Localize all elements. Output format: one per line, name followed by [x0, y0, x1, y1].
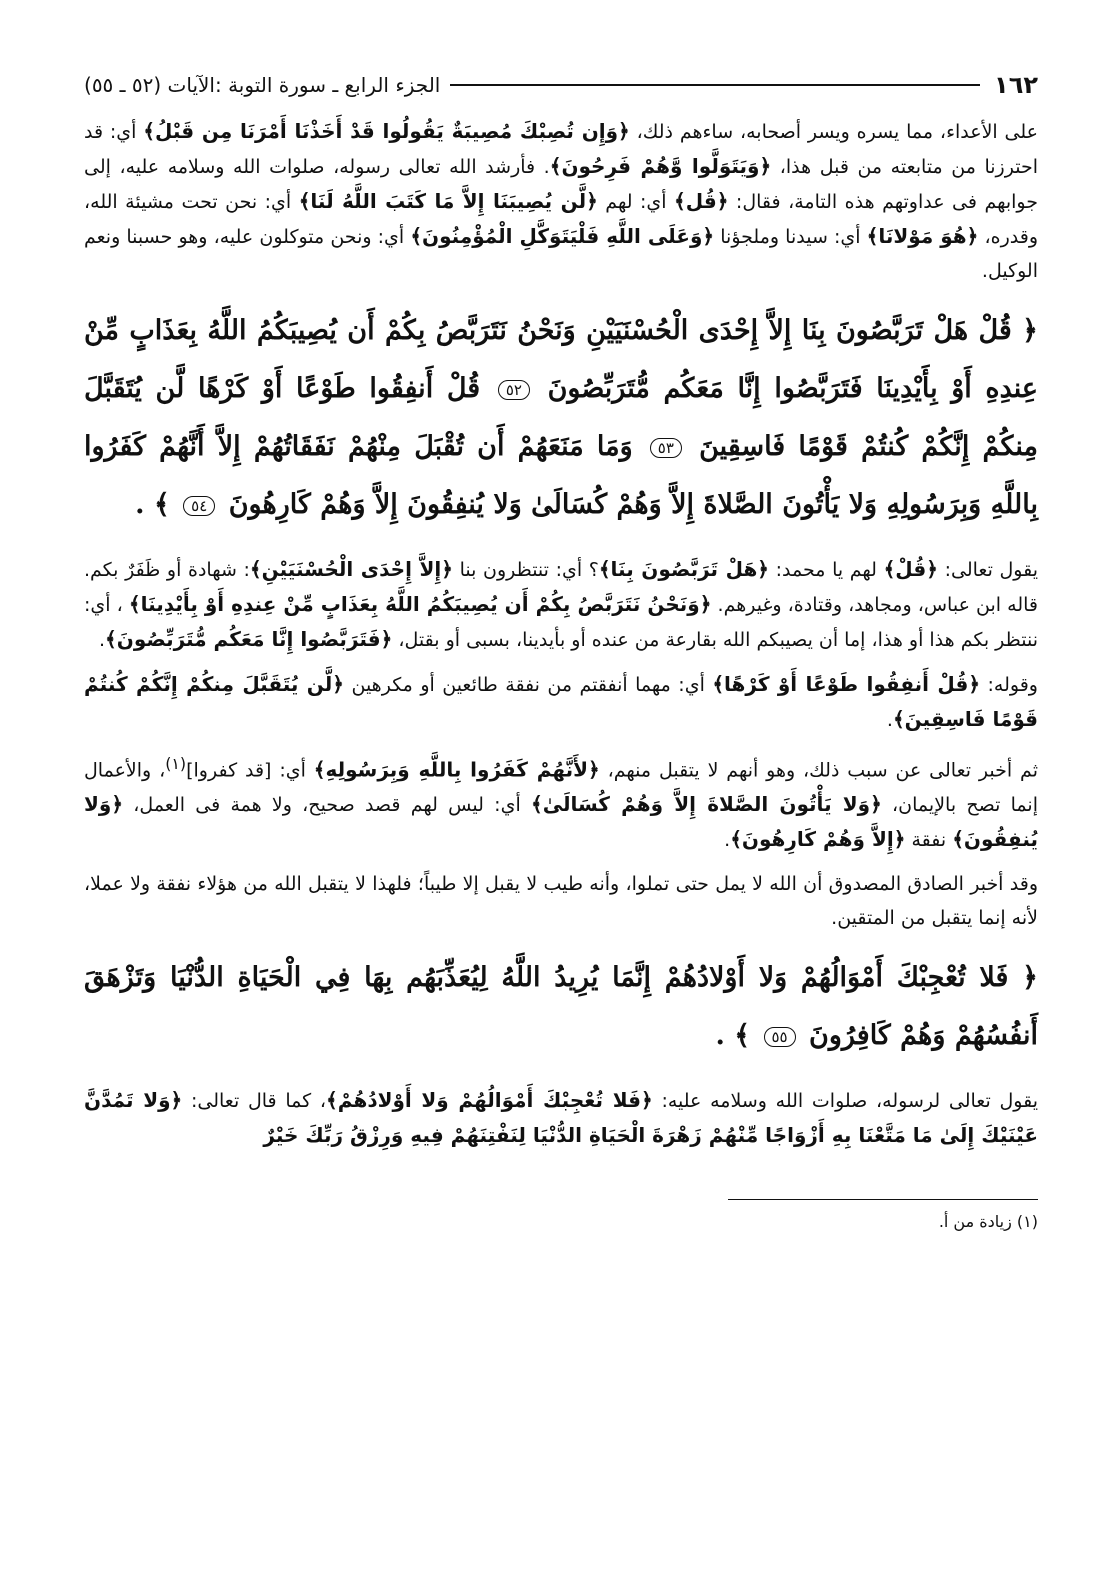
commentary-paragraph — [84, 114, 1038, 288]
text-run: وَمَا مَنَعَهُمْ أَن تُقْبَلَ مِنْهُمْ نَفَقَاتُهُمْ إِلاَّ أَنَّهُمْ كَفَرُوا بِاللَّهِ وَبِرَسُولِهِ وَلا يَأْتُونَ الصَّلاةَ إِلاَّ وَهُمْ كُسَالَىٰ وَلا يُنفِقُونَ إِلاَّ وَهُمْ كَارِهُونَ — [84, 431, 1038, 520]
commentary-paragraph — [84, 552, 1038, 657]
text-run: ثم أخبر تعالى عن سبب ذلك، وهو أنهم لا يتقبل منهم، — [599, 759, 1038, 782]
quoted-verse: ﴿قُلْ﴾ — [883, 557, 938, 581]
quoted-verse: ﴿فَلا تُعْجِبْكَ أَمْوَالُهُمْ وَلا أَوْلادُهُمْ﴾ — [326, 1088, 653, 1113]
text-run: ، كما قال تعالى: — [182, 1090, 327, 1113]
text-run: ﴿ قُلْ هَلْ تَرَبَّصُونَ بِنَا إِلاَّ إِحْدَى الْحُسْنَيَيْنِ وَنَحْنُ نَتَرَبَّصُ بِكُمْ أَن يُصِيبَكُمُ اللَّهُ بِعَذَابٍ مِّنْ عِندِهِ أَوْ بِأَيْدِينَا فَتَرَبَّصُوا إِنَّا مَعَكُم مُّتَرَبِّصُونَ — [84, 315, 1038, 404]
text-run: أي: قد احترزنا من متابعته من قبل هذا، — [84, 121, 1038, 178]
text-run: أي: مهما أنفقتم من نفقة طائعين أو مكرهين — [344, 674, 713, 696]
verse-number: ٥٥ — [764, 1027, 796, 1047]
quoted-verse: ﴿قُل﴾ — [674, 189, 729, 213]
text-run: لهم يا محمد: — [769, 559, 884, 581]
commentary-paragraph — [84, 667, 1038, 737]
text-run: : شهادة أو ظَفَرٌ بكم. قاله ابن عباس، ومجاهد، وقتادة، وغيرهم. — [84, 559, 1038, 616]
text-run: أي: نحن تحت مشيئة الله، وقدره، — [84, 191, 1039, 248]
verse-number: ٥٤ — [183, 496, 215, 516]
text-run: يقول تعالى لرسوله، صلوات الله وسلامه عليه: — [652, 1090, 1038, 1113]
text-run: نفقة — [905, 829, 953, 852]
page-body — [84, 114, 1038, 1153]
text-run: على الأعداء، مما يسره ويسر أصحابه، ساءهم ذلك، — [629, 121, 1039, 143]
quoted-verse: ﴿قُلْ أَنفِقُوا طَوْعًا أَوْ كَرْهًا﴾ — [712, 672, 981, 696]
text-run: وقد أخبر الصادق المصدوق أن الله لا يمل حتى تملوا، وأنه طيب لا يقبل إلا طيباً؛ فلهذا لا يتقبل الله من هؤلاء نفقة ولا عملا، لأنه إنما يتقبل من المتقين. — [84, 873, 1038, 930]
footnote-rule — [728, 1199, 1038, 1200]
quoted-verse: ﴿وَلا يَأْتُونَ الصَّلاةَ إِلاَّ وَهُمْ كُسَالَىٰ﴾ — [530, 792, 882, 817]
text-run: قُلْ أَنفِقُوا طَوْعًا أَوْ كَرْهًا لَّن يُتَقَبَّلَ مِنكُمْ إِنَّكُمْ كُنتُمْ قَوْمًا فَاسِقِينَ — [84, 373, 1038, 462]
quoted-verse: ﴿فَتَرَبَّصُوا إِنَّا مَعَكُم مُّتَرَبِّصُونَ﴾ — [105, 627, 393, 651]
verse-number: ٥٢ — [498, 380, 530, 400]
text-run: . — [99, 629, 106, 651]
text-run: ، والأعمال إنما تصح بالإيمان، — [84, 759, 1038, 817]
commentary-paragraph — [84, 747, 1038, 857]
quoted-verse: ﴿لَّن يُصِيبَنَا إِلاَّ مَا كَتَبَ اللَّهُ لَنَا﴾ — [298, 189, 598, 213]
footnote-marker: (١) — [165, 754, 187, 773]
footnote: (١) زيادة من أ. — [938, 1212, 1038, 1232]
text-run: ﴿ فَلا تُعْجِبْكَ أَمْوَالُهُمْ وَلا أَوْلادُهُمْ إِنَّمَا يُرِيدُ اللَّهُ لِيُعَذِّبَهُم بِهَا فِي الْحَيَاةِ الدُّنْيَا وَتَزْهَقَ أَنفُسُهُمْ وَهُمْ كَافِرُونَ — [84, 962, 1038, 1052]
text-run: . فأرشد الله تعالى رسوله، صلوات الله وسلامه عليه، إلى جوابهم فى عداوتهم هذه التامة، فقال: — [84, 156, 1038, 213]
text-run: ﴾ . — [135, 489, 180, 520]
quoted-verse: ﴿وَنَحْنُ نَتَرَبَّصُ بِكُمْ أَن يُصِيبَكُمُ اللَّهُ بِعَذَابٍ مِّنْ عِندِهِ أَوْ بِأَيْدِينَا﴾ — [128, 592, 712, 616]
text-run: أي: لهم — [597, 191, 675, 213]
text-run: وقوله: — [980, 674, 1038, 696]
running-title: الجزء الرابع ـ سورة التوبة :الآيات (٥٢ ـ ٥٥) — [84, 73, 441, 97]
text-run: أي: ليس لهم قصد صحيح، ولا همة فى العمل، — [123, 794, 531, 817]
text-run: ﴾ . — [715, 1020, 760, 1052]
commentary-paragraph — [84, 867, 1038, 935]
quran-verse-block — [84, 949, 1038, 1065]
header-rule — [450, 84, 980, 86]
quran-verse-block — [84, 302, 1038, 534]
verse-number: ٥٣ — [650, 438, 682, 458]
text-run: أي: [قد كفروا] — [186, 759, 314, 782]
text-run: . — [886, 709, 893, 731]
text-run: أي: سيدنا وملجؤنا — [714, 226, 867, 248]
text-run: ، أي: ننتظر بكم هذا أو هذا، إما أن يصيبكم الله بقارعة من عنده أو بأيدينا، بسبى أو بقتل، — [84, 594, 1038, 651]
quoted-verse: ﴿وَيَتَوَلَّوا وَّهُمْ فَرِحُونَ﴾ — [549, 154, 772, 178]
quoted-verse: ﴿إِلاَّ إِحْدَى الْحُسْنَيَيْنِ﴾ — [249, 557, 453, 581]
quoted-verse: ﴿وَعَلَى اللَّهِ فَلْيَتَوَكَّلِ الْمُؤْمِنُونَ﴾ — [410, 224, 715, 248]
quoted-verse: ﴿وَإِن تُصِبْكَ مُصِيبَةٌ يَقُولُوا قَدْ أَخَذْنَا أَمْرَنَا مِن قَبْلُ﴾ — [143, 119, 630, 143]
quoted-verse: ﴿وَلا يُنفِقُونَ﴾ — [84, 792, 1038, 852]
commentary-paragraph — [84, 1083, 1038, 1153]
quoted-verse: ﴿لَّن يُتَقَبَّلَ مِنكُمْ إِنَّكُمْ كُنتُمْ قَوْمًا فَاسِقِينَ﴾ — [84, 672, 1038, 731]
quoted-verse: ﴿هَلْ تَرَبَّصُونَ بِنَا﴾ — [598, 557, 770, 581]
text-run: ؟ أي: تنتظرون بنا — [452, 559, 599, 581]
quoted-verse: ﴿هُوَ مَوْلانَا﴾ — [866, 224, 979, 248]
quoted-verse: ﴿إِلاَّ وَهُمْ كَارِهُونَ﴾ — [730, 827, 906, 852]
page-header — [84, 62, 1038, 108]
quoted-verse: ﴿لأَنَّهُمْ كَفَرُوا بِاللَّهِ وَبِرَسُولِهِ﴾ — [313, 757, 600, 782]
text-run: . — [724, 829, 731, 852]
text-run: أي: ونحن متوكلون عليه، وهو حسبنا ونعم الوكيل. — [84, 226, 1038, 282]
text-run: يقول تعالى: — [937, 559, 1038, 581]
page-number: ١٦٢ — [994, 71, 1038, 99]
quoted-verse: ﴿وَلا تَمُدَّنَّ عَيْنَيْكَ إِلَىٰ مَا مَتَّعْنَا بِهِ أَزْوَاجًا مِّنْهُمْ زَهْرَةَ الْحَيَاةِ الدُّنْيَا لِنَفْتِنَهُمْ فِيهِ وَرِزْقُ رَبِّكَ خَيْرٌ — [84, 1088, 1038, 1148]
